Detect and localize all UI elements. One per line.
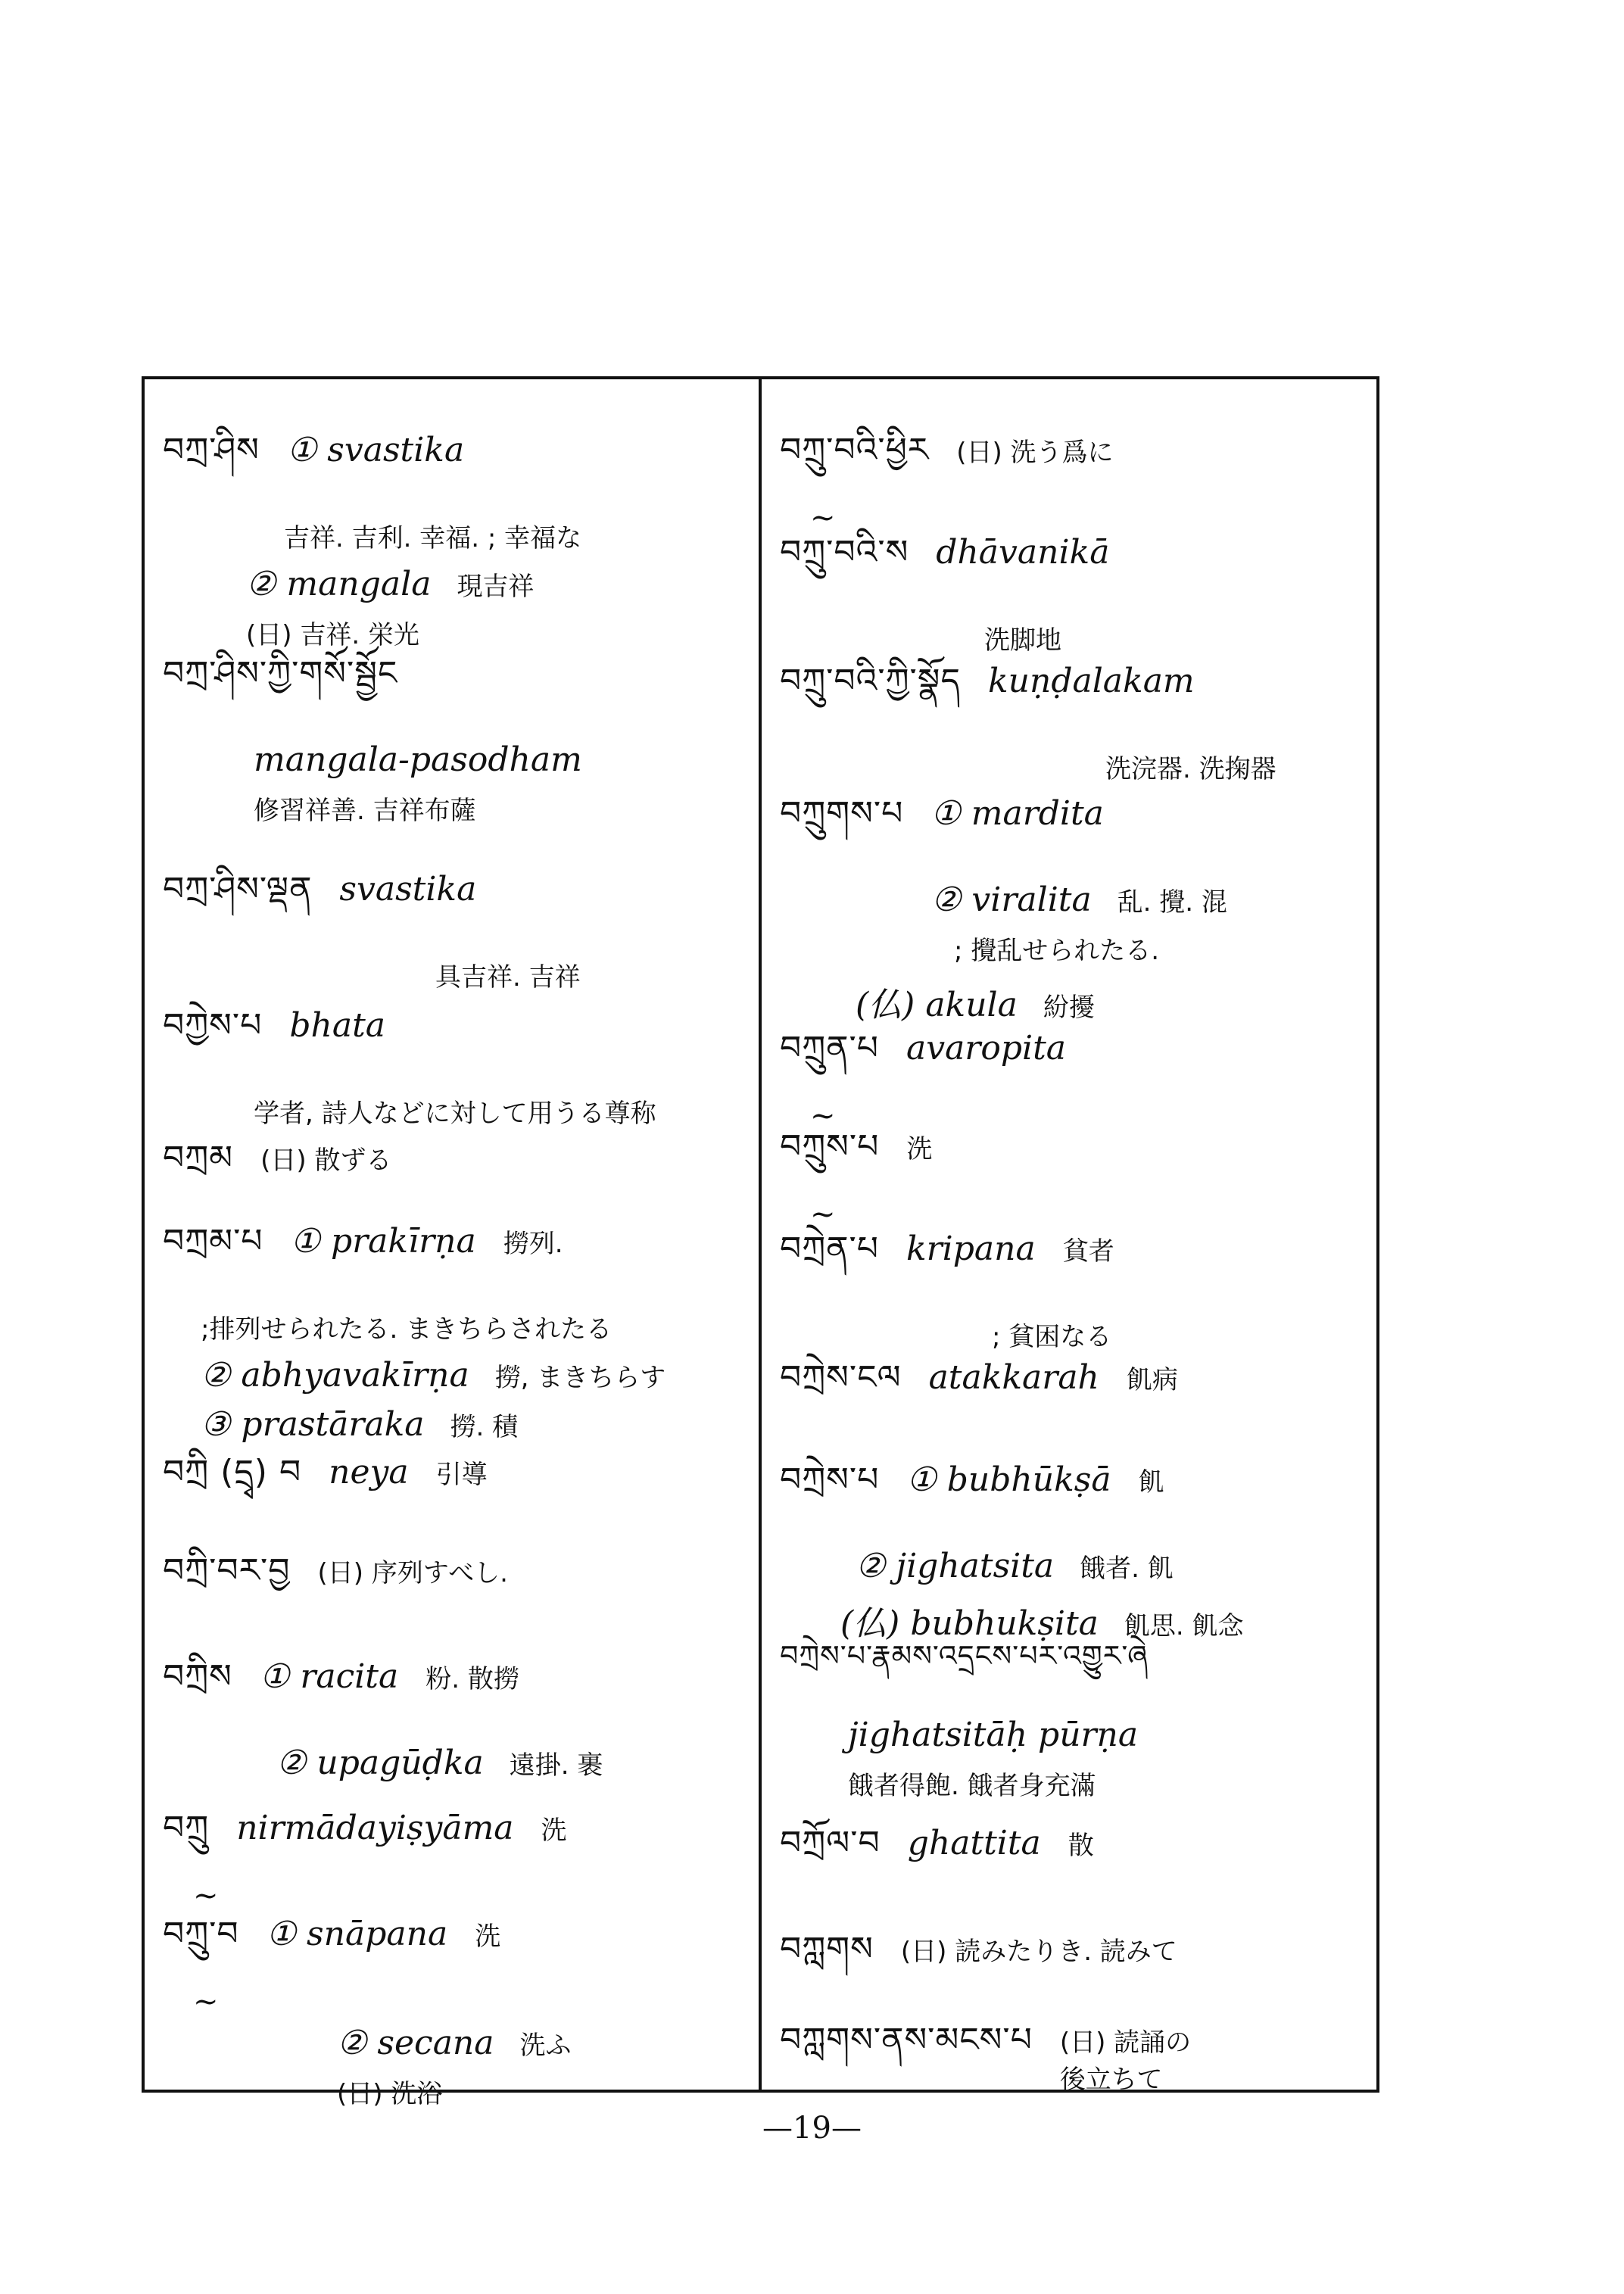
sanskrit: ② jighatsita [856, 1547, 1055, 1585]
sanskrit: ② viralita [931, 881, 1092, 919]
tibetan-headword: བཀྲམ་པ [163, 1222, 263, 1261]
japanese-gloss: (日) 読誦の後立ちて [1059, 2028, 1192, 2095]
japanese-gloss: 具吉祥. 吉祥 [435, 962, 581, 993]
sanskrit: ghattita [907, 1824, 1041, 1862]
tilde-mark: ~ [810, 1099, 836, 1133]
japanese-gloss: (日) 散ずる [260, 1145, 392, 1176]
entry [780, 515, 1370, 656]
sanskrit: ② upagūḍka [276, 1744, 484, 1782]
sanskrit: svastika [339, 870, 477, 909]
sanskrit: kuṇḍalakam [987, 662, 1195, 700]
sanskrit: (仏) bubhukṣita [840, 1604, 1099, 1643]
japanese-gloss: 修習祥善. 吉祥布薩 [254, 796, 476, 826]
tibetan-headword: བཀྲེན་པ [780, 1230, 879, 1268]
sanskrit: ① prakīrṇa [290, 1222, 476, 1261]
sanskrit: avaropita [906, 1029, 1066, 1068]
tibetan-headword: བཀྲ་ཤིས [163, 431, 260, 469]
sanskrit: bhata [289, 1006, 385, 1045]
sanskrit: ① bubhūkṣā [906, 1460, 1111, 1499]
entry [780, 1340, 1370, 1434]
sanskrit: ① mardita [930, 794, 1104, 833]
tibetan-headword: བཀྲུན་པ [780, 1029, 879, 1068]
page-number: —19— [762, 2111, 862, 2146]
japanese-gloss: 紛擾 [1043, 993, 1095, 1023]
entry [163, 852, 753, 993]
tibetan-headword: བཀྲུ་བའི་ཕྱིར [780, 431, 930, 469]
japanese-gloss: 洗浣器. 洗掬器 [1105, 754, 1276, 784]
japanese-gloss: 洗ふ [519, 2031, 572, 2061]
japanese-gloss: 現吉祥 [457, 572, 535, 602]
japanese-gloss: 飢思. 飢念 [1124, 1611, 1244, 1641]
entry [163, 1533, 753, 1627]
japanese-gloss: 貧者 [1062, 1236, 1114, 1267]
entry [780, 1109, 1370, 1232]
sanskrit: ③ prastāraka [201, 1405, 425, 1444]
sanskrit: neya [329, 1453, 409, 1491]
sanskrit: nirmādayiṣyāma [236, 1809, 514, 1847]
entry [163, 1204, 753, 1444]
japanese-gloss: ; 貧困なる [992, 1322, 1112, 1352]
tibetan-headword: བཀྲུ་བ [163, 1915, 239, 1953]
japanese-gloss: 遠掛. 裹 [509, 1750, 603, 1781]
entry [163, 1121, 753, 1214]
japanese-gloss: 洗脚地 [984, 625, 1061, 656]
tibetan-headword: བཀྲུགས་པ [780, 794, 904, 833]
japanese-gloss: 撈. 積 [450, 1412, 519, 1442]
japanese-gloss: 乱. 攪. 混 [1117, 887, 1227, 918]
tilde-mark: ~ [810, 1197, 836, 1232]
entry [780, 1211, 1370, 1353]
japanese-gloss: (日) 洗浴 [337, 2079, 443, 2109]
entry [163, 1791, 753, 1913]
japanese-gloss: (日) 読みたりき. 読みて [900, 1937, 1177, 1967]
japanese-gloss: 洗 [541, 1816, 567, 1846]
entry [780, 413, 1370, 535]
japanese-gloss: 引導 [435, 1460, 488, 1490]
column-divider [759, 376, 762, 2093]
sanskrit: mangala-pasodham [254, 740, 582, 779]
tibetan-headword: བཀྲུ [163, 1809, 210, 1847]
sanskrit: ② mangala [246, 565, 432, 603]
entry [780, 1442, 1370, 1644]
tibetan-headword: བཀྲམ [163, 1139, 234, 1177]
japanese-gloss: ;排列せられたる. まきちらされたる [201, 1314, 613, 1345]
sanskrit: ② secana [337, 2024, 494, 2062]
sanskrit: atakkarah [928, 1358, 1099, 1397]
tibetan-headword: བཀླགས [780, 1930, 874, 1968]
japanese-gloss: (日) 吉祥. 栄光 [246, 620, 419, 650]
japanese-gloss: 学者, 詩人などに対して用うる尊称 [254, 1099, 656, 1129]
tibetan-headword: བཀྲེས་པ་རྣམས་འདྲངས་པར་འགྱུར་ཞེ [780, 1639, 1149, 1672]
tilde-mark: ~ [193, 1878, 219, 1913]
tibetan-headword: བཀྲེས་པ [780, 1460, 880, 1499]
tilde-mark: ~ [810, 500, 836, 535]
tilde-mark: ~ [193, 1984, 219, 2019]
tibetan-headword: བཀྲ་ཤིས་ལྡན [163, 870, 313, 909]
japanese-gloss: 飢 [1138, 1467, 1164, 1498]
entry [780, 644, 1370, 785]
tibetan-headword: བཀྲ་ཤིས་ཀྱི་གསོ་སྦྱོང [163, 654, 398, 693]
sanskrit: ① racita [259, 1657, 399, 1696]
entry [780, 1806, 1370, 1900]
entry [163, 1639, 753, 1782]
japanese-gloss: 粉. 散撈 [425, 1664, 519, 1694]
sanskrit: (仏) akula [856, 986, 1018, 1024]
tibetan-headword: བཀླགས་ནས་མངས་པ [780, 2021, 1033, 2059]
japanese-gloss: 撈列. [503, 1229, 563, 1259]
sanskrit: jighatsitāḥ pūrṇa [848, 1716, 1139, 1754]
japanese-gloss: 餓者. 飢 [1080, 1554, 1174, 1584]
japanese-gloss: (日) 洗う爲に [956, 438, 1114, 468]
tibetan-headword: བཀྲུས་པ [780, 1127, 880, 1166]
tibetan-headword: བཀྲུ་བའི་ས [780, 533, 909, 572]
tibetan-headword: བཀྲུ་བའི་ཀྱི་སྣོད [780, 662, 961, 700]
tibetan-headword: བཀྲི (དྲྭ) བ [163, 1453, 302, 1491]
entry [780, 776, 1370, 1026]
entry [780, 1912, 1370, 2006]
japanese-gloss: 撈, まきちらす [494, 1363, 666, 1393]
entry [780, 1624, 1370, 1802]
japanese-gloss: 餓者得飽. 餓者身充滿 [848, 1771, 1096, 1801]
japanese-gloss: 洗 [475, 1922, 501, 1952]
japanese-gloss: ; 攪乱せられたる. [954, 936, 1160, 966]
japanese-gloss: 洗 [906, 1134, 933, 1164]
sanskrit: ① svastika [286, 431, 465, 469]
entry [163, 636, 753, 827]
tibetan-headword: བཀྱེས་པ [163, 1006, 263, 1045]
tibetan-headword: བཀྲིས [163, 1657, 232, 1696]
tibetan-headword: བཀྲི་བར་བྱ [163, 1551, 291, 1590]
tibetan-headword: བཀྲེས་ངལ [780, 1358, 902, 1397]
sanskrit: ① snāpana [266, 1915, 448, 1953]
sanskrit: ② abhyavakīrṇa [201, 1356, 469, 1395]
japanese-gloss: 吉祥. 吉利. 幸福. ; 幸福な [284, 523, 582, 553]
japanese-gloss: (日) 序列すべし. [317, 1558, 508, 1588]
entry [780, 2003, 1370, 2096]
entry [163, 1897, 753, 2110]
entry [163, 1435, 753, 1529]
sanskrit: dhāvanikā [936, 533, 1110, 572]
entry [163, 413, 753, 651]
entry [163, 988, 753, 1130]
tibetan-headword: བཀྲོལ་བ [780, 1824, 881, 1862]
sanskrit: kripana [906, 1230, 1036, 1268]
japanese-gloss: 散 [1068, 1831, 1094, 1861]
japanese-gloss: 飢病 [1126, 1365, 1178, 1395]
